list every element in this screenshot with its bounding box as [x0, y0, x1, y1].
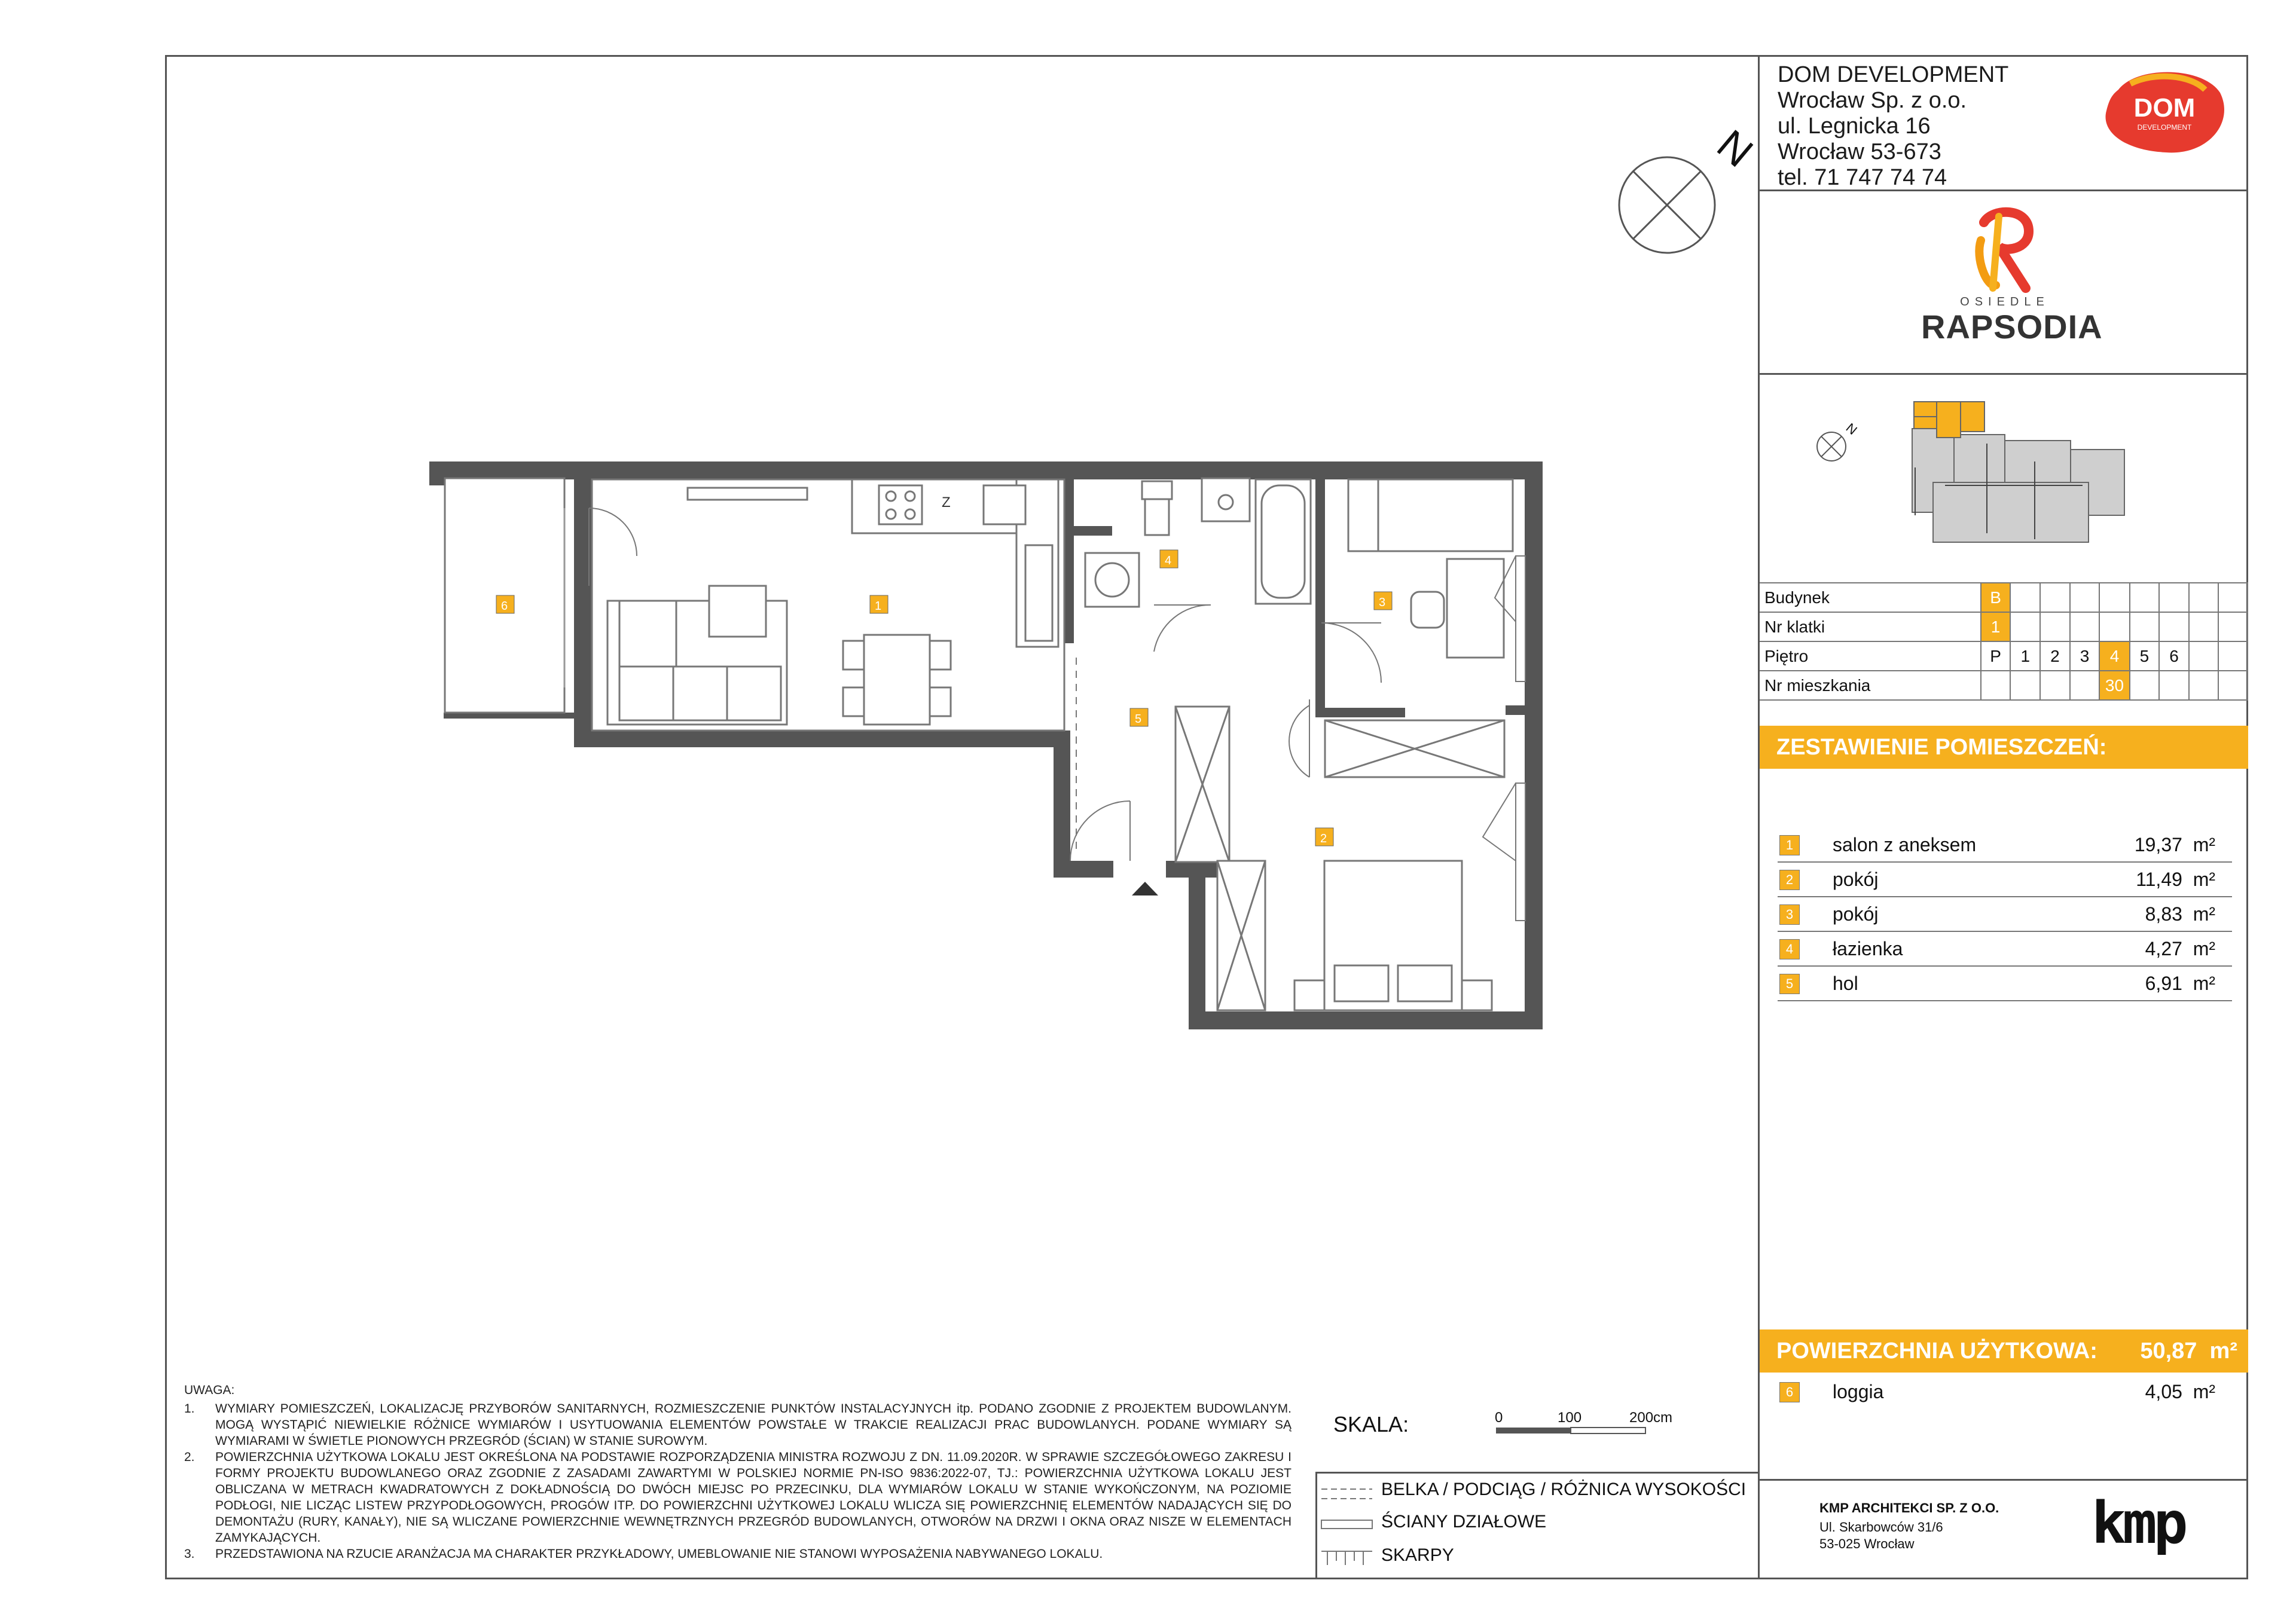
room-number: 3	[1779, 904, 1800, 925]
info-cell	[2070, 583, 2100, 612]
dom-development-logo	[2100, 66, 2229, 155]
rapsodia-logo	[1921, 204, 2103, 348]
info-cell	[2218, 583, 2248, 612]
info-cell	[2040, 612, 2070, 641]
room-number: 6	[1779, 1382, 1800, 1402]
info-cell	[2130, 671, 2160, 700]
room-area: 19,37 m²	[2134, 834, 2215, 855]
key-plan	[1808, 396, 2226, 575]
info-cell: B	[1981, 583, 2011, 612]
info-cell: 1	[1981, 612, 2011, 641]
scale-label: SKALA:	[1333, 1412, 1409, 1436]
room-row	[1778, 967, 2232, 1001]
apartment-info-table	[1760, 582, 2248, 701]
architect-street: Ul. Skarbowców 31/6	[1819, 1520, 1943, 1535]
compass-north-label: N	[1708, 121, 1762, 176]
info-cell: 6	[2159, 641, 2189, 671]
scale-tick-200: 200cm	[1629, 1410, 1673, 1426]
scale-tick-0: 0	[1495, 1410, 1503, 1426]
room-row	[1778, 828, 2232, 863]
info-label: Nr klatki	[1760, 612, 1981, 641]
total-area-bar	[1760, 1329, 2248, 1373]
svg-text:DOM: DOM	[2133, 93, 2196, 123]
info-cell	[1981, 671, 2011, 700]
total-area-value: 50,87 m²	[2140, 1338, 2237, 1364]
key-plan-north-label: N	[1843, 420, 1860, 438]
legend-slopes: SKARPY	[1381, 1545, 1454, 1565]
tag-3: 3	[1379, 596, 1386, 609]
tag-6: 6	[501, 600, 508, 613]
info-cell: 1	[2010, 641, 2040, 671]
company-street: ul. Legnicka 16	[1778, 114, 1931, 139]
room-area: 8,83 m²	[2145, 903, 2215, 925]
room-row	[1778, 897, 2232, 932]
scale-bar	[1495, 1425, 1650, 1437]
company-name: DOM DEVELOPMENT	[1778, 62, 2009, 87]
dining-table	[843, 635, 951, 725]
room-name: salon z aneksem	[1833, 834, 1977, 855]
room-number: 2	[1779, 870, 1800, 890]
room-name: pokój	[1833, 869, 1879, 890]
info-cell: 3	[2070, 641, 2100, 671]
info-cell	[2099, 612, 2129, 641]
room-row-loggia	[1778, 1375, 2232, 1408]
room-area: 4,05 m²	[2145, 1381, 2215, 1402]
legend-partition-walls: ŚCIANY DZIAŁOWE	[1381, 1512, 1547, 1532]
room-area: 11,49 m²	[2136, 869, 2215, 890]
floor-plan	[165, 55, 1762, 1388]
bedroom-3-furniture	[1348, 479, 1513, 658]
info-cell	[2159, 612, 2189, 641]
coffee-table	[709, 586, 766, 637]
info-label: Budynek	[1760, 583, 1981, 612]
info-label: Nr mieszkania	[1760, 671, 1981, 700]
info-cell	[2070, 612, 2100, 641]
info-cell: 2	[2040, 641, 2070, 671]
room-number: 5	[1779, 974, 1800, 994]
compass-icon	[1619, 157, 1715, 253]
project-prefix: OSIEDLE	[1960, 295, 2050, 308]
info-cell	[2010, 612, 2040, 641]
info-row	[1760, 583, 2248, 612]
architect-name: KMP ARCHITEKCI SP. Z O.O.	[1819, 1500, 1999, 1515]
svg-text:DEVELOPMENT: DEVELOPMENT	[2137, 123, 2192, 132]
room-number: 4	[1779, 939, 1800, 959]
architect-city: 53-025 Wrocław	[1819, 1536, 1915, 1551]
info-label: Piętro	[1760, 641, 1981, 671]
info-cell	[2218, 671, 2248, 700]
info-cell: 4	[2099, 641, 2129, 671]
tag-1: 1	[875, 600, 882, 613]
room-number: 1	[1779, 835, 1800, 855]
info-row	[1760, 612, 2248, 641]
info-cell	[2130, 612, 2160, 641]
info-cell	[2189, 583, 2218, 612]
info-cell	[2159, 671, 2189, 700]
room-name: hol	[1833, 973, 1858, 994]
company-phone: tel. 71 747 74 74	[1778, 165, 1947, 190]
note-item: 2. POWIERZCHNIA UŻYTKOWA LOKALU JEST OKREŚLONA NA PODSTAWIE ROZPORZĄDZENIA MINISTRA ROZWOJU Z DN. 11.09.2020R. W SPRAWIE SZCZEGÓŁOWEGO ZAKRESU I FORMY PROJEKTU BUDOWLANEGO ORAZ ZGODNIE Z ZASADAMI ZAWARTYMI W POLSKIEJ NORMIE PN-ISO 9836:2022-07, TJ.: POWIERZCHNIA UŻYTKOWA LOKALU JEST OBLICZANA W METRACH KWADRATOWYCH Z DOKŁADNOŚCIĄ DO DWÓCH MIEJSC PO PRZECINKU, DLA WYMIARÓW LOKALU W STANIE WYKOŃCZONYM, NA POZIOMIE PODŁOGI, NIE LICZĄC LISTEW PRZYPODŁOGOWYCH, PROGÓW ITP. DO POWIERZCHNI UŻYTKOWEJ LOKALU WLICZA SIĘ POWIERZCHNIĘ ELEMENTÓW NADAJĄCYCH SIĘ DO DEMONTAŻU (RURY, KANAŁY), NIE SĄ WLICZANE POWIERZCHNIE WEWNĘTRZNYCH PRZEGRÓD BUDOWLANYCH, OTWORÓW NA DRZWI I OKNA ORAZ NISZE W ELEMENTACH ZAMYKAJĄCYCH.	[184, 1450, 1292, 1545]
legend-symbols	[1321, 1484, 1375, 1574]
info-cell	[2070, 671, 2100, 700]
info-cell: 30	[2099, 671, 2129, 700]
info-cell	[2189, 641, 2218, 671]
tag-5: 5	[1135, 713, 1142, 726]
rooms-list	[1778, 828, 2232, 1001]
scale-tick-100: 100	[1558, 1410, 1582, 1426]
legend	[1315, 1472, 1758, 1579]
company-address	[1778, 62, 2008, 191]
info-cell	[2218, 641, 2248, 671]
room-row	[1778, 863, 2232, 897]
info-cell: P	[1981, 641, 2011, 671]
info-cell	[2040, 671, 2070, 700]
info-cell	[2189, 612, 2218, 641]
room-name: pokój	[1833, 903, 1879, 925]
room-name: łazienka	[1833, 938, 1903, 959]
total-area-label: POWIERZCHNIA UŻYTKOWA:	[1776, 1338, 2097, 1364]
info-cell	[2010, 671, 2040, 700]
info-row	[1760, 641, 2248, 671]
room-row	[1778, 932, 2232, 967]
extra-rooms	[1778, 1375, 2232, 1408]
rooms-header: ZESTAWIENIE POMIESZCZEŃ:	[1760, 726, 2248, 769]
notes	[179, 1382, 1292, 1562]
info-row	[1760, 671, 2248, 700]
notes-heading: UWAGA:	[184, 1383, 235, 1397]
entrance-marker-icon	[1132, 882, 1158, 895]
fridge-label: Z	[942, 494, 951, 511]
project-name: RAPSODIA	[1921, 308, 2103, 346]
info-cell	[2010, 583, 2040, 612]
info-cell	[2130, 583, 2160, 612]
info-cell	[2099, 583, 2129, 612]
room-area: 6,91 m²	[2145, 973, 2215, 994]
tv-cabinet	[688, 488, 807, 500]
sidebar	[1758, 55, 2248, 1579]
bed	[1294, 861, 1492, 1010]
info-cell	[2189, 671, 2218, 700]
tag-4: 4	[1165, 554, 1172, 567]
note-item: 1. WYMIARY POMIESZCZEŃ, LOKALIZACJĘ PRZYBORÓW SANITARNYCH, ROZMIESZCZENIE PUNKTÓW INSTALACYJNYCH itp. PODANO ZGODNIE Z PROJEKTEM BUDOWLANYM. MOGĄ WYSTĄPIĆ NIEWIELKIE RÓŻNICE WYMIARÓW I USYTUOWANIA ELEMENTÓW POWSTAŁE W TRAKCIE REALIZACJI PRAC BUDOWLANYCH. PODANE WYMIARY SĄ WYMIARAMI W ŚWIETLE PIONOWYCH PRZEGRÓD (ŚCIAN) W STANIE SUROWYM.	[184, 1402, 1292, 1448]
info-cell	[2218, 612, 2248, 641]
info-cell	[2159, 583, 2189, 612]
legend-beam: BELKA / PODCIĄG / RÓŻNICA WYSOKOŚCI	[1381, 1480, 1747, 1499]
room-area: 4,27 m²	[2145, 938, 2215, 959]
note-item: 3. PRZEDSTAWIONA NA RZUCIE ARANŻACJA MA CHARAKTER PRZYKŁADOWY, UMEBLOWANIE NIE STANOWI WYPOSAŻENIA NABYWANEGO LOKALU.	[184, 1547, 1103, 1561]
bathroom	[1085, 478, 1311, 607]
info-cell	[2040, 583, 2070, 612]
kitchen	[852, 479, 1058, 647]
kmp-logo: kmp	[2092, 1490, 2185, 1557]
company-city: Wrocław 53-673	[1778, 139, 1941, 164]
tag-2: 2	[1320, 832, 1327, 845]
balcony-door	[589, 508, 637, 556]
info-cell: 5	[2130, 641, 2160, 671]
company-line-2: Wrocław Sp. z o.o.	[1778, 88, 1967, 113]
room-name: loggia	[1833, 1381, 1884, 1402]
